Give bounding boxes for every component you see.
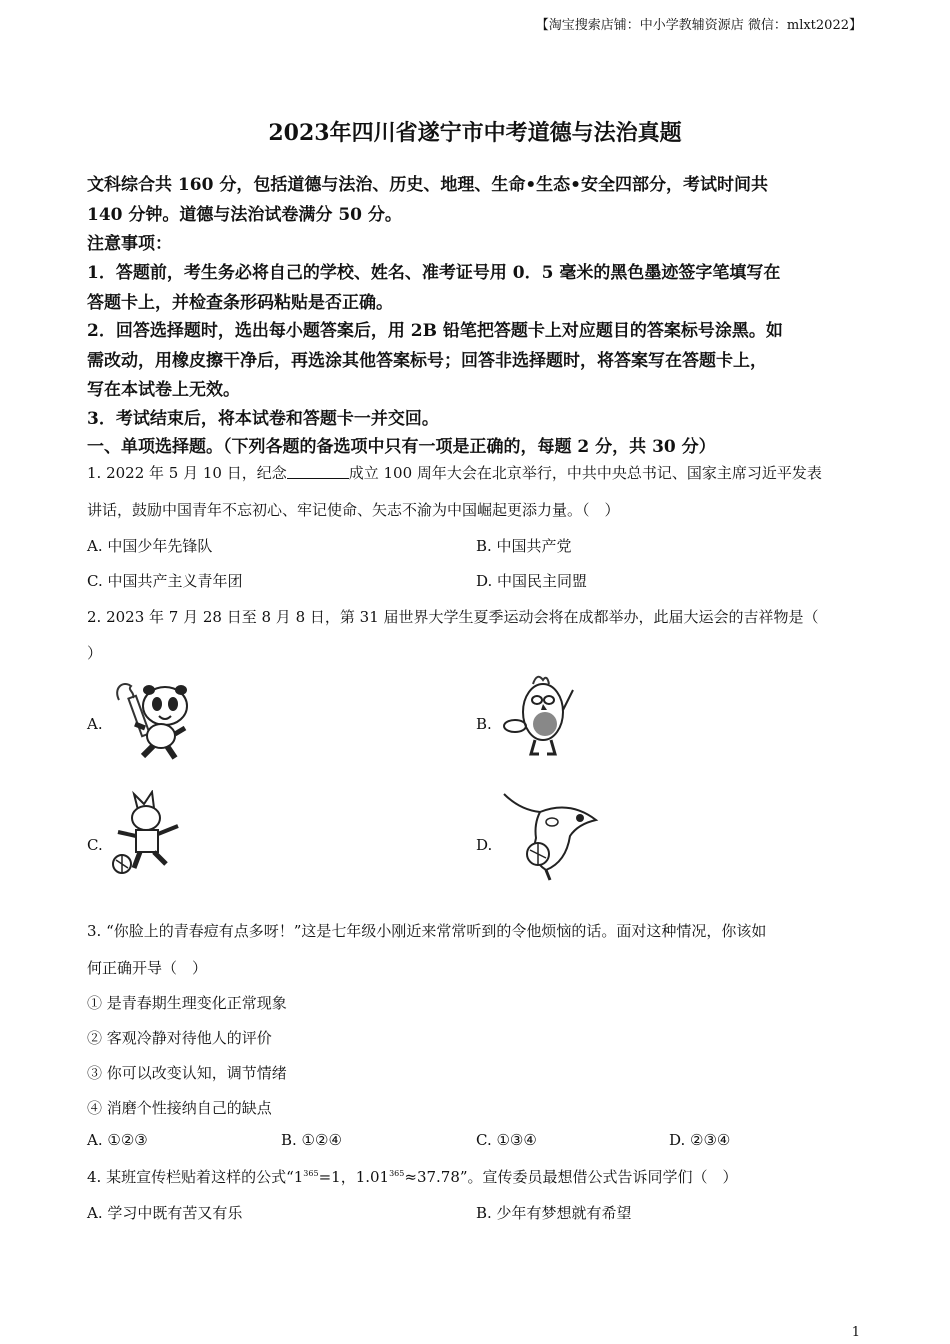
q1-option-a: A. 中国少年先锋队 <box>87 537 213 555</box>
question-2-line-2: ） <box>87 644 103 662</box>
note-2-line-1: 2．回答选择题时，选出每小题答案后，用 2B 铅笔把答题卡上对应题目的答案标号涂黑。如 <box>87 321 783 341</box>
question-1-text-b: 成立 100 周年大会在北京举行，中共中央总书记、国家主席习近平发表 <box>348 464 822 482</box>
q1-option-b: B. 中国共产党 <box>476 537 572 555</box>
question-1-line-2: 讲话，鼓励中国青年不忘初心、牢记使命、矢志不渝为中国崛起更添力量。（ ） <box>87 501 620 519</box>
panda-mascot-image <box>105 678 197 764</box>
note-2-line-3: 写在本试卷上无效。 <box>87 380 240 400</box>
intro-line-1: 文科综合共 160 分，包括道德与法治、历史、地理、生命•生态•安全四部分，考试时间共 <box>87 175 769 195</box>
q3-statement-3: ③ 你可以改变认知，调节情绪 <box>87 1064 287 1082</box>
q1-option-c: C. 中国共产主义青年团 <box>87 572 243 590</box>
q2-option-d-label: D. <box>476 836 493 854</box>
q3-statement-2: ② 客观冷静对待他人的评价 <box>87 1029 272 1047</box>
question-1-line-1 <box>87 462 822 483</box>
q3-option-b: B. ①②④ <box>281 1131 342 1149</box>
question-3-line-1: 3. “你脸上的青春痘有点多呀！”这是七年级小刚近来常常听到的令他烦恼的话。面对这种情况，你该如 <box>87 922 767 940</box>
notes-heading: 注意事项： <box>87 234 172 254</box>
dragon-mascot-image <box>500 790 600 882</box>
question-3-line-2: 何正确开导（ ） <box>87 959 208 977</box>
question-2-line-1: 2. 2023 年 7 月 28 日至 8 月 8 日，第 31 届世界大学生夏季运动会将在成都举办，此届大运会的吉祥物是（ <box>87 608 819 626</box>
wolf-mascot-image <box>108 790 194 880</box>
note-2-line-2: 需改动，用橡皮擦干净后，再选涂其他答案标号；回答非选择题时，将答案写在答题卡上， <box>87 351 767 371</box>
intro-line-2: 140 分钟。道德与法治试卷满分 50 分。 <box>87 205 402 225</box>
q2-option-c-label: C. <box>87 836 103 854</box>
section-1-heading: 一、单项选择题。（下列各题的备选项中只有一项是正确的，每题 2 分，共 30 分） <box>87 437 716 457</box>
bird-mascot-image <box>503 670 583 762</box>
q4-exponent-1: 365 <box>303 1169 319 1178</box>
q4-exponent-2: 365 <box>389 1169 405 1178</box>
q1-option-d: D. 中国民主同盟 <box>476 572 588 590</box>
q2-option-a-label: A. <box>87 715 103 733</box>
page-header-watermark: 【淘宝搜索店铺：中小学教辅资源店 微信：mlxt2022】 <box>535 18 862 33</box>
q3-statement-4: ④ 消磨个性接纳自己的缺点 <box>87 1099 272 1117</box>
note-3: 3．考试结束后，将本试卷和答题卡一并交回。 <box>87 409 439 429</box>
q4-text-part-3: ≈37.78”。宣传委员最想借公式告诉同学们（ ） <box>404 1168 738 1186</box>
q2-option-b-label: B. <box>476 715 492 733</box>
question-1-text-a: 1. 2022 年 5 月 10 日，纪念 <box>87 464 287 482</box>
q3-option-d: D. ②③④ <box>669 1131 731 1149</box>
q3-statement-1: ① 是青春期生理变化正常现象 <box>87 994 287 1012</box>
q3-option-a: A. ①②③ <box>87 1131 148 1149</box>
note-1-line-1: 1．答题前，考生务必将自己的学校、姓名、准考证号用 0．5 毫米的黑色墨迹签字笔填写在 <box>87 263 781 283</box>
q4-option-a: A. 学习中既有苦又有乐 <box>87 1204 243 1222</box>
q3-option-c: C. ①③④ <box>476 1131 537 1149</box>
question-4-line <box>87 1166 738 1187</box>
q4-text-part-1: 4. 某班宣传栏贴着这样的公式“1 <box>87 1168 304 1186</box>
question-1-blank <box>287 464 349 479</box>
page-title: 2023年四川省遂宁市中考道德与法治真题 <box>268 120 682 146</box>
q4-option-b: B. 少年有梦想就有希望 <box>476 1204 632 1222</box>
q4-text-part-2: =1，1.01 <box>318 1168 390 1186</box>
note-1-line-2: 答题卡上，并检查条形码粘贴是否正确。 <box>87 293 393 313</box>
page-number: 1 <box>851 1325 860 1340</box>
